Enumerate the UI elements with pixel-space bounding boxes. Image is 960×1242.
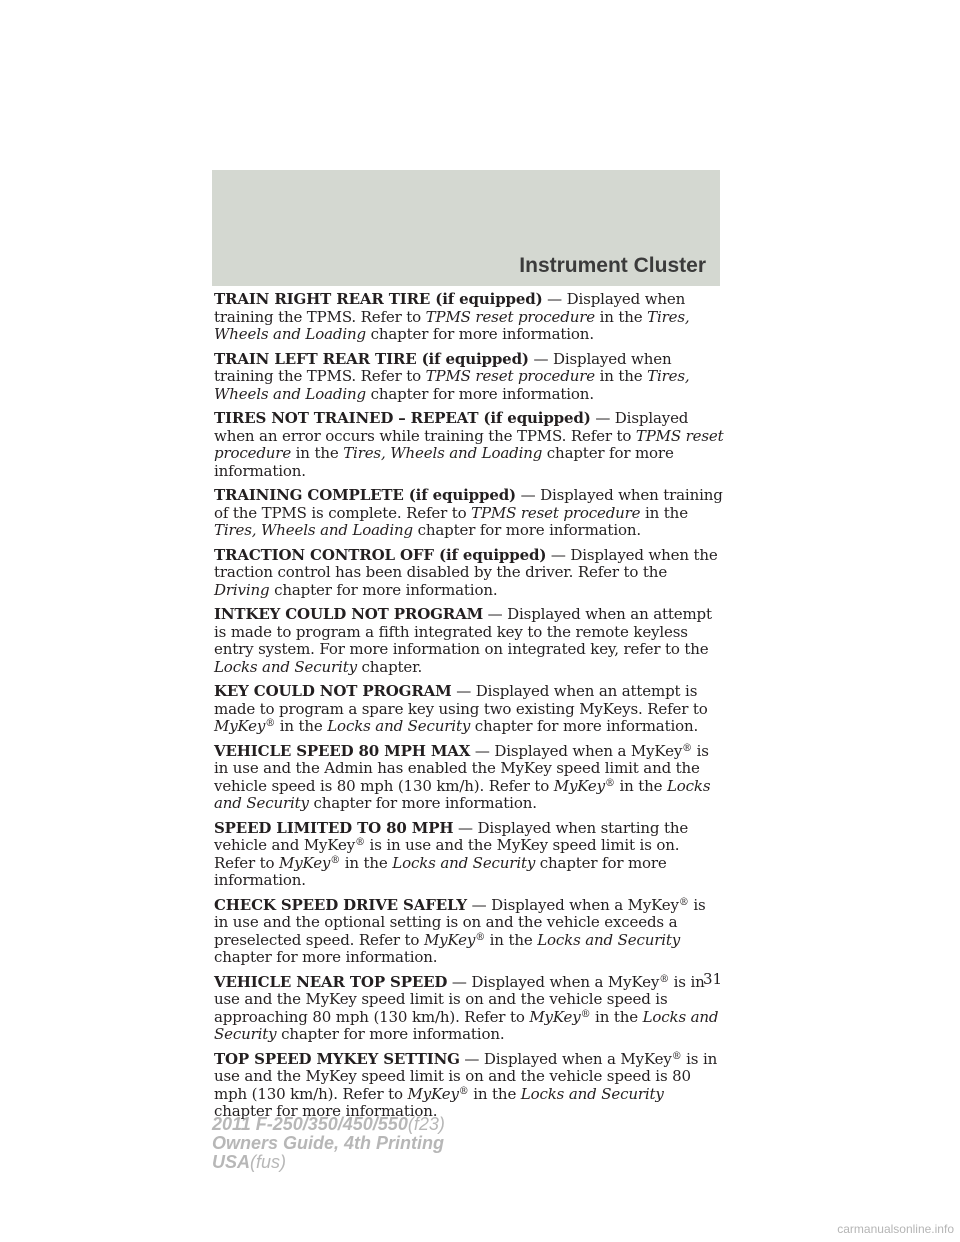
message-term: CHECK SPEED DRIVE SAFELY xyxy=(214,895,467,914)
message-entry: TRAIN LEFT REAR TIRE (if equipped) — Displayed when training the TPMS. Refer to TPMS reset procedure in the Tires, Wheels and Loading chapter for more information. xyxy=(214,349,690,403)
message-entry: KEY COULD NOT PROGRAM — Displayed when an attempt is made to program a spare key using two existing MyKeys. Refer to MyKey® in the Locks and Security chapter for more information. xyxy=(214,682,708,735)
chapter-reference: Tires, Wheels and Loading xyxy=(214,521,413,539)
message-term: TOP SPEED MYKEY SETTING xyxy=(214,1049,460,1068)
document-footer: 2011 F-250/350/450/550(f23) Owners Guide, 4th Printing USA(fus) xyxy=(212,1114,445,1172)
chapter-reference: Tires, Wheels and Loading xyxy=(214,367,690,403)
registered-mark: ® xyxy=(580,1008,591,1020)
chapter-title: Instrument Cluster xyxy=(519,254,706,277)
chapter-reference: TPMS reset procedure xyxy=(425,367,595,385)
message-entry: CHECK SPEED DRIVE SAFELY — Displayed when a MyKey® is in use and the optional setting is on and the vehicle exceeds a preselected speed. Refer to MyKey® in the Locks and Security chapter for more information. xyxy=(214,895,706,966)
chapter-reference: MyKey xyxy=(553,776,605,795)
message-term: TRAIN RIGHT REAR TIRE (if equipped) xyxy=(214,290,543,308)
chapter-reference: TPMS reset procedure xyxy=(471,503,641,522)
chapter-reference: TPMS reset procedure xyxy=(425,307,595,326)
message-term: TIRES NOT TRAINED – REPEAT (if equipped) xyxy=(214,409,591,427)
chapter-reference: Locks and Security xyxy=(537,930,681,949)
registered-mark: ® xyxy=(682,742,693,754)
chapter-reference: Locks and Security xyxy=(214,657,357,676)
page-number: 31 xyxy=(703,970,723,988)
registered-mark: ® xyxy=(330,854,341,866)
chapter-reference: Locks and Security xyxy=(392,853,536,872)
message-entry: INTKEY COULD NOT PROGRAM — Displayed when an attempt is made to program a fifth integrated key to the remote keyless entry system. For more information on integrated key, refer to the Locks and Security chapter. xyxy=(214,605,712,676)
chapter-reference: TPMS reset procedure xyxy=(214,426,724,462)
message-term: TRACTION CONTROL OFF (if equipped) xyxy=(214,545,547,564)
chapter-reference: MyKey xyxy=(423,930,476,949)
registered-mark: ® xyxy=(659,973,670,985)
registered-mark: ® xyxy=(475,931,486,943)
registered-mark: ® xyxy=(671,1050,682,1062)
registered-mark: ® xyxy=(458,1085,469,1097)
message-term: VEHICLE SPEED 80 MPH MAX xyxy=(214,741,471,760)
message-term: TRAINING COMPLETE (if equipped) xyxy=(214,486,517,504)
chapter-reference: MyKey xyxy=(279,853,331,872)
message-term: VEHICLE NEAR TOP SPEED xyxy=(214,972,448,991)
chapter-reference: Tires, Wheels and Loading xyxy=(343,444,543,462)
message-term: TRAIN LEFT REAR TIRE (if equipped) xyxy=(214,349,529,368)
message-entry: TIRES NOT TRAINED – REPEAT (if equipped) — Displayed when an error occurs while training the TPMS. Refer to TPMS reset procedure in the Tires, Wheels and Loading chapter for more information. xyxy=(214,409,724,480)
chapter-reference: Locks and Security xyxy=(520,1084,664,1103)
message-entry: VEHICLE SPEED 80 MPH MAX — Displayed when a MyKey® is in use and the Admin has enabled the MyKey speed limit and the vehicle speed is 80 mph (130 km/h). Refer to MyKey® in the Locks and Security chapter for more information. xyxy=(214,741,711,812)
message-term: SPEED LIMITED TO 80 MPH xyxy=(214,818,454,837)
chapter-reference: MyKey xyxy=(214,717,266,735)
message-entry: SPEED LIMITED TO 80 MPH — Displayed when starting the vehicle and MyKey® is in use and the MyKey speed limit is on. Refer to MyKey® in the Locks and Security chapter for more information. xyxy=(214,818,689,889)
message-entry: VEHICLE NEAR TOP SPEED — Displayed when a MyKey® is in use and the MyKey speed limit is on and the vehicle speed is approaching 80 mph (130 km/h). Refer to MyKey® in the Locks and Security chapter for more information. xyxy=(214,972,719,1043)
chapter-reference: Locks and Security xyxy=(327,717,471,735)
message-entry: TRACTION CONTROL OFF (if equipped) — Displayed when the traction control has been disabled by the driver. Refer to the Driving chapter for more information. xyxy=(214,545,718,599)
chapter-reference: MyKey xyxy=(529,1007,581,1026)
chapter-reference: MyKey xyxy=(407,1084,459,1103)
chapter-reference: Locks and Security xyxy=(214,776,711,812)
chapter-header xyxy=(212,170,720,286)
chapter-reference: Locks and Security xyxy=(214,1007,719,1043)
page-content xyxy=(214,291,724,1128)
message-term: KEY COULD NOT PROGRAM xyxy=(214,682,452,700)
watermark: carmanualsonline.info xyxy=(837,1222,954,1236)
chapter-reference: Tires, Wheels and Loading xyxy=(214,307,690,343)
registered-mark: ® xyxy=(355,837,365,848)
message-entry: TRAIN RIGHT REAR TIRE (if equipped) — Displayed when training the TPMS. Refer to TPMS reset procedure in the Tires, Wheels and Loading chapter for more information. xyxy=(214,290,690,343)
registered-mark: ® xyxy=(604,777,615,789)
message-term: INTKEY COULD NOT PROGRAM xyxy=(214,605,484,623)
message-entry: TOP SPEED MYKEY SETTING — Displayed when a MyKey® is in use and the MyKey speed limit is on and the vehicle speed is 80 mph (130 km/h). Refer to MyKey® in the Locks and Security chapter for more information. xyxy=(214,1049,718,1120)
registered-mark: ® xyxy=(678,896,689,908)
registered-mark: ® xyxy=(265,718,276,729)
chapter-reference: Driving xyxy=(214,580,270,599)
message-entry: TRAINING COMPLETE (if equipped) — Displayed when training of the TPMS is complete. Refer to TPMS reset procedure in the Tires, Wheels and Loading chapter for more information. xyxy=(214,486,723,539)
